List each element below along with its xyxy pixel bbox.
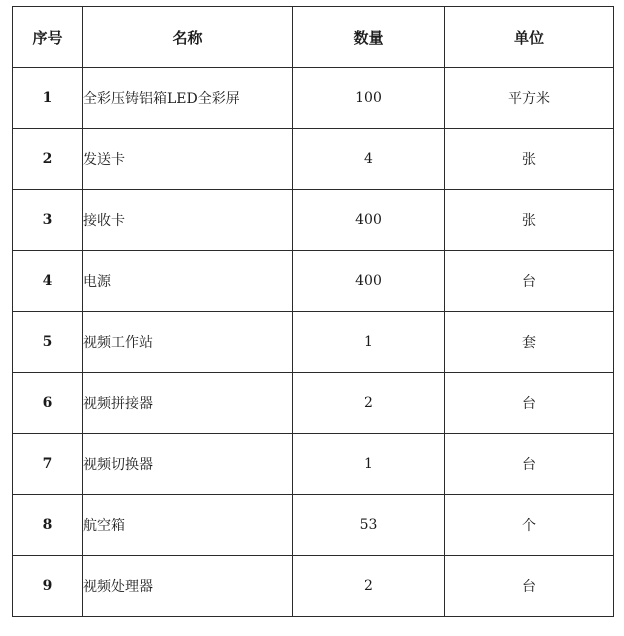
- cell-unit: 个: [445, 495, 614, 556]
- cell-qty: 53: [293, 495, 445, 556]
- cell-unit: 台: [445, 373, 614, 434]
- table-row: [13, 190, 614, 251]
- cell-unit: 张: [445, 190, 614, 251]
- cell-unit: 套: [445, 312, 614, 373]
- cell-qty: 4: [293, 129, 445, 190]
- header-name: 名称: [83, 7, 293, 68]
- cell-name: 视频处理器: [83, 556, 293, 617]
- cell-no: 1: [13, 68, 83, 129]
- header-row: [13, 7, 614, 68]
- cell-no: 8: [13, 495, 83, 556]
- cell-no: 6: [13, 373, 83, 434]
- header-qty: 数量: [293, 7, 445, 68]
- cell-qty: 100: [293, 68, 445, 129]
- cell-qty: 2: [293, 556, 445, 617]
- cell-name: 发送卡: [83, 129, 293, 190]
- table-row: [13, 251, 614, 312]
- equipment-table: [12, 6, 614, 617]
- cell-no: 7: [13, 434, 83, 495]
- header-unit: 单位: [445, 7, 614, 68]
- cell-unit: 台: [445, 556, 614, 617]
- cell-name: 接收卡: [83, 190, 293, 251]
- cell-no: 2: [13, 129, 83, 190]
- table-row: [13, 68, 614, 129]
- table-row: [13, 434, 614, 495]
- cell-no: 4: [13, 251, 83, 312]
- cell-name: 全彩压铸铝箱LED全彩屏: [83, 68, 293, 129]
- cell-no: 3: [13, 190, 83, 251]
- cell-no: 9: [13, 556, 83, 617]
- cell-name: 视频工作站: [83, 312, 293, 373]
- cell-qty: 400: [293, 251, 445, 312]
- cell-unit: 台: [445, 251, 614, 312]
- header-no: 序号: [13, 7, 83, 68]
- table-row: [13, 129, 614, 190]
- cell-no: 5: [13, 312, 83, 373]
- table-row: [13, 312, 614, 373]
- cell-unit: 张: [445, 129, 614, 190]
- cell-name: 电源: [83, 251, 293, 312]
- cell-name: 航空箱: [83, 495, 293, 556]
- cell-qty: 2: [293, 373, 445, 434]
- table-row: [13, 373, 614, 434]
- cell-qty: 400: [293, 190, 445, 251]
- cell-name: 视频拼接器: [83, 373, 293, 434]
- cell-unit: 台: [445, 434, 614, 495]
- table-row: [13, 556, 614, 617]
- cell-name: 视频切换器: [83, 434, 293, 495]
- cell-qty: 1: [293, 312, 445, 373]
- cell-unit: 平方米: [445, 68, 614, 129]
- cell-qty: 1: [293, 434, 445, 495]
- table-row: [13, 495, 614, 556]
